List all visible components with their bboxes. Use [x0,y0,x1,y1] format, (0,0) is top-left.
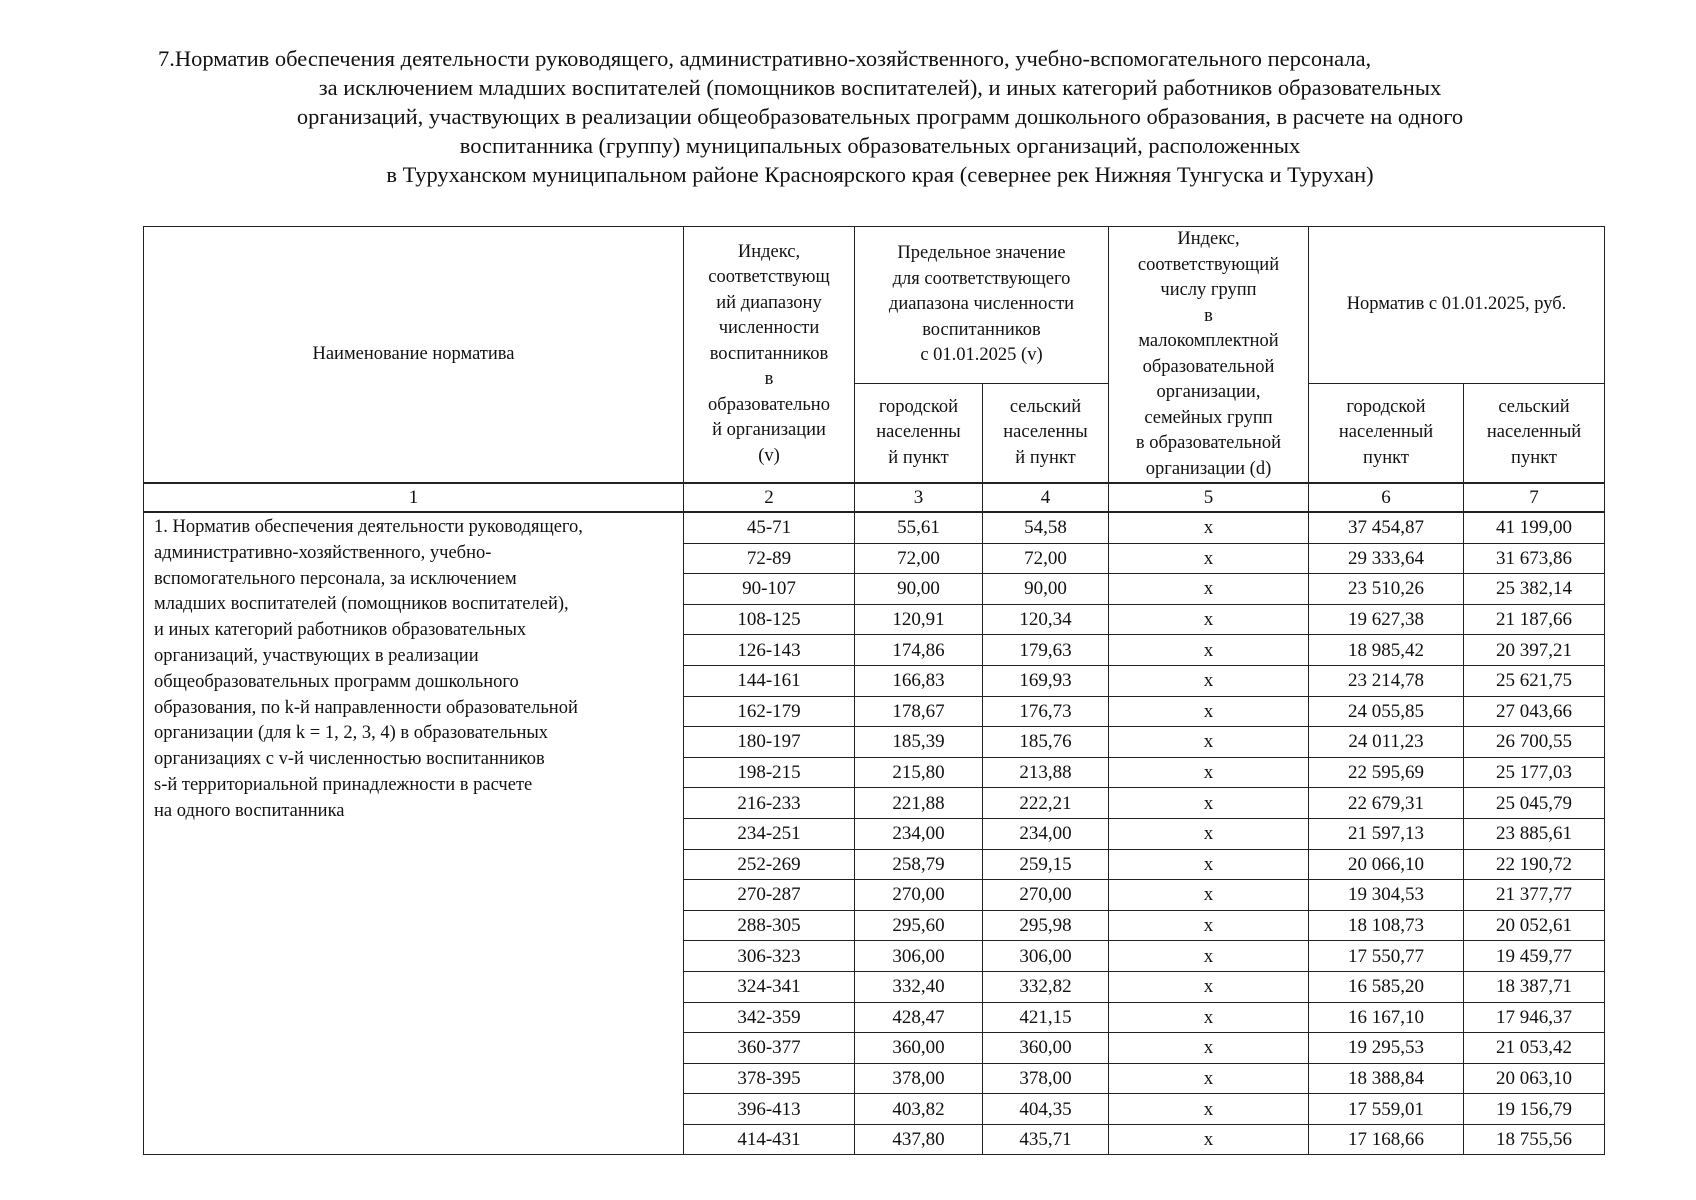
cell-d: x [1109,727,1309,758]
cell-limit-rural: 169,93 [983,665,1109,696]
cell-d: x [1109,880,1309,911]
cell-range: 396-413 [684,1094,855,1125]
cell-norm-urban: 19 304,53 [1309,880,1464,911]
title-line: в Туруханском муниципальном районе Красноярского края (севернее рек Нижняя Тунгуска и Турухан) [386,162,1374,187]
cell-limit-urban: 437,80 [855,1124,983,1155]
cell-norm-urban: 16 585,20 [1309,971,1464,1002]
cell-limit-rural: 54,58 [983,512,1109,543]
cell-norm-urban: 17 168,66 [1309,1124,1464,1155]
cell-limit-rural: 270,00 [983,880,1109,911]
column-number: 3 [855,483,983,512]
cell-d: x [1109,696,1309,727]
cell-d: x [1109,1033,1309,1064]
header-line: в образовательной [1135,433,1282,453]
cell-limit-urban: 360,00 [855,1033,983,1064]
header-line: населенны [1003,422,1088,443]
cell-limit-rural: 378,00 [983,1063,1109,1094]
cell-range: 234-251 [684,818,855,849]
cell-norm-urban: 29 333,64 [1309,543,1464,574]
title-line: организаций, участвующих в реализации общеобразовательных программ дошкольного образования, в расчете на одного [296,104,1464,129]
header-line: организации (d) [1145,458,1272,479]
header-line: в [764,369,774,390]
cell-limit-urban: 403,82 [855,1094,983,1125]
header-limit-urban [855,384,983,483]
normative-table [143,226,1605,1155]
header-line: образовательно [708,394,830,415]
description-line: организациях с v-й численностью воспитанников [154,749,545,770]
cell-d: x [1109,1124,1309,1155]
header-line: в [1204,305,1213,326]
description-line: образования, по k-й направленности образовательной [154,697,578,718]
table-row [144,512,1605,543]
description-line: общеобразовательных программ дошкольного [154,671,519,692]
cell-d: x [1109,1063,1309,1094]
description-line: организаций, участвующих в реализации [154,645,479,666]
header-line: сельский [1498,396,1570,417]
cell-range: 342-359 [684,1002,855,1033]
header-name [144,227,684,484]
cell-range: 108-125 [684,604,855,635]
header-line: Предельное значение [897,243,1066,264]
column-number: 1 [144,483,684,512]
header-line: малокомплектной [1138,331,1279,351]
cell-norm-urban: 17 550,77 [1309,941,1464,972]
cell-norm-rural: 21 377,77 [1464,880,1605,911]
cell-d: x [1109,757,1309,788]
cell-limit-rural: 295,98 [983,910,1109,941]
cell-limit-urban: 428,47 [855,1002,983,1033]
document-title [140,44,1620,189]
cell-norm-rural: 18 387,71 [1464,971,1605,1002]
cell-limit-urban: 185,39 [855,727,983,758]
header-line: пункт [1511,447,1557,468]
cell-d: x [1109,1002,1309,1033]
cell-norm-rural: 21 187,66 [1464,604,1605,635]
column-number: 2 [684,483,855,512]
header-index-groups [1109,227,1309,484]
cell-range: 414-431 [684,1124,855,1155]
cell-limit-urban: 120,91 [855,604,983,635]
cell-norm-rural: 25 621,75 [1464,665,1605,696]
cell-range: 126-143 [684,635,855,666]
cell-limit-rural: 222,21 [983,788,1109,819]
cell-limit-rural: 332,82 [983,971,1109,1002]
cell-limit-urban: 90,00 [855,574,983,605]
header-line: городской [1346,396,1426,417]
cell-range: 288-305 [684,910,855,941]
cell-limit-rural: 90,00 [983,574,1109,605]
cell-range: 324-341 [684,971,855,1002]
header-line: (v) [758,445,780,466]
cell-limit-rural: 435,71 [983,1124,1109,1155]
cell-limit-rural: 120,34 [983,604,1109,635]
cell-norm-rural: 23 885,61 [1464,818,1605,849]
column-number: 5 [1109,483,1309,512]
header-norm-rural [1464,384,1605,483]
cell-d: x [1109,635,1309,666]
cell-range: 72-89 [684,543,855,574]
cell-d: x [1109,604,1309,635]
cell-range: 252-269 [684,849,855,880]
cell-d: x [1109,512,1309,543]
cell-norm-rural: 20 052,61 [1464,910,1605,941]
cell-norm-urban: 18 388,84 [1309,1063,1464,1094]
cell-norm-rural: 22 190,72 [1464,849,1605,880]
cell-limit-urban: 332,40 [855,971,983,1002]
header-line: организации, [1156,382,1261,402]
cell-limit-urban: 178,67 [855,696,983,727]
cell-norm-urban: 21 597,13 [1309,818,1464,849]
cell-limit-urban: 270,00 [855,880,983,911]
cell-limit-rural: 259,15 [983,849,1109,880]
cell-d: x [1109,574,1309,605]
title-line: воспитанника (группу) муниципальных образовательных организаций, расположенных [459,133,1301,158]
cell-norm-urban: 19 627,38 [1309,604,1464,635]
cell-d: x [1109,849,1309,880]
cell-norm-urban: 24 055,85 [1309,696,1464,727]
description-line: 1. Норматив обеспечения деятельности руководящего, [154,517,583,537]
cell-norm-rural: 19 459,77 [1464,941,1605,972]
cell-norm-rural: 18 755,56 [1464,1124,1605,1155]
cell-norm-urban: 18 108,73 [1309,910,1464,941]
cell-range: 144-161 [684,665,855,696]
cell-norm-urban: 17 559,01 [1309,1094,1464,1125]
header-line: воспитанников [709,343,829,364]
column-number: 4 [983,483,1109,512]
cell-limit-rural: 176,73 [983,696,1109,727]
header-line: населенный [1486,422,1582,443]
cell-limit-rural: 179,63 [983,635,1109,666]
cell-range: 198-215 [684,757,855,788]
header-line: численности [718,318,820,339]
description-line: на одного воспитанника [154,800,345,821]
header-line: для соответствующего [892,268,1071,289]
cell-limit-rural: 306,00 [983,941,1109,972]
cell-norm-urban: 18 985,42 [1309,635,1464,666]
cell-norm-rural: 26 700,55 [1464,727,1605,758]
cell-limit-urban: 174,86 [855,635,983,666]
cell-range: 360-377 [684,1033,855,1064]
cell-norm-urban: 19 295,53 [1309,1033,1464,1064]
cell-range: 216-233 [684,788,855,819]
cell-limit-urban: 55,61 [855,512,983,543]
cell-norm-rural: 25 382,14 [1464,574,1605,605]
cell-norm-rural: 25 177,03 [1464,757,1605,788]
description-line: младших воспитателей (помощников воспитателей), [154,594,569,615]
header-norm-group [1309,227,1605,384]
cell-norm-urban: 23 214,78 [1309,665,1464,696]
cell-range: 378-395 [684,1063,855,1094]
cell-limit-rural: 185,76 [983,727,1109,758]
cell-limit-urban: 306,00 [855,941,983,972]
header-line: воспитанников [922,319,1041,340]
cell-norm-urban: 22 595,69 [1309,757,1464,788]
header-line: населенны [876,422,961,443]
title-line: за исключением младших воспитателей (помощников воспитателей), и иных категорий работников образовательных [318,75,1442,100]
header-line: с 01.01.2025 (v) [920,345,1043,366]
description-line: административно-хозяйственного, учебно- [154,542,492,563]
header-line: образовательной [1142,356,1275,377]
cell-d: x [1109,818,1309,849]
header-line: сельский [1009,396,1082,417]
header-norm-label: Норматив с 01.01.2025, руб. [1346,294,1567,315]
header-line: Индекс, [737,241,801,262]
header-limit-group [855,227,1109,384]
cell-norm-rural: 27 043,66 [1464,696,1605,727]
cell-limit-urban: 295,60 [855,910,983,941]
cell-limit-urban: 166,83 [855,665,983,696]
header-limit-rural [983,384,1109,483]
cell-norm-urban: 24 011,23 [1309,727,1464,758]
cell-norm-rural: 20 397,21 [1464,635,1605,666]
cell-norm-urban: 16 167,10 [1309,1002,1464,1033]
description-line: организации (для k = 1, 2, 3, 4) в образовательных [154,723,549,744]
cell-range: 270-287 [684,880,855,911]
cell-norm-rural: 17 946,37 [1464,1002,1605,1033]
cell-limit-urban: 234,00 [855,818,983,849]
header-line: семейных групп [1144,407,1273,428]
header-name-label: Наименование норматива [312,343,515,364]
header-line: ий диапазону [716,292,822,313]
cell-norm-rural: 41 199,00 [1464,512,1605,543]
cell-norm-rural: 25 045,79 [1464,788,1605,819]
header-line: й пункт [1015,447,1076,468]
cell-d: x [1109,910,1309,941]
cell-limit-urban: 221,88 [855,788,983,819]
column-number-row [144,483,1605,512]
cell-d: x [1109,971,1309,1002]
cell-limit-urban: 258,79 [855,849,983,880]
cell-limit-rural: 213,88 [983,757,1109,788]
header-index-range [684,227,855,484]
cell-norm-urban: 20 066,10 [1309,849,1464,880]
description-line: s-й территориальной принадлежности в расчете [154,774,533,795]
header-line: числу групп [1160,280,1257,300]
cell-limit-rural: 234,00 [983,818,1109,849]
cell-d: x [1109,788,1309,819]
normative-description [144,512,684,1155]
cell-norm-urban: 22 679,31 [1309,788,1464,819]
cell-limit-urban: 72,00 [855,543,983,574]
cell-norm-urban: 23 510,26 [1309,574,1464,605]
header-line: соответствующ [708,267,830,288]
cell-range: 45-71 [684,512,855,543]
header-line: соответствующий [1137,254,1280,275]
cell-limit-rural: 72,00 [983,543,1109,574]
cell-range: 180-197 [684,727,855,758]
header-line: Индекс, [1177,229,1240,249]
column-number: 6 [1309,483,1464,512]
cell-norm-rural: 20 063,10 [1464,1063,1605,1094]
cell-limit-urban: 378,00 [855,1063,983,1094]
cell-d: x [1109,941,1309,972]
cell-limit-rural: 421,15 [983,1002,1109,1033]
cell-norm-rural: 31 673,86 [1464,543,1605,574]
description-line: вспомогательного персонала, за исключением [154,568,517,589]
cell-norm-urban: 37 454,87 [1309,512,1464,543]
cell-range: 162-179 [684,696,855,727]
cell-range: 90-107 [684,574,855,605]
column-number: 7 [1464,483,1605,512]
cell-norm-rural: 19 156,79 [1464,1094,1605,1125]
cell-norm-rural: 21 053,42 [1464,1033,1605,1064]
cell-limit-urban: 215,80 [855,757,983,788]
cell-d: x [1109,665,1309,696]
header-line: пункт [1363,447,1409,468]
header-line: диапазона численности [888,294,1075,315]
cell-limit-rural: 360,00 [983,1033,1109,1064]
header-line: й организации [712,420,826,441]
description-line: и иных категорий работников образовательных [154,620,527,641]
title-line: 7.Норматив обеспечения деятельности руководящего, административно-хозяйственного, учебно-вспомогательного персонала, [158,46,1372,71]
cell-d: x [1109,543,1309,574]
cell-range: 306-323 [684,941,855,972]
cell-d: x [1109,1094,1309,1125]
header-line: городской [878,396,959,417]
header-norm-urban [1309,384,1464,483]
cell-limit-rural: 404,35 [983,1094,1109,1125]
header-line: й пункт [888,447,949,468]
header-line: населенный [1338,422,1434,443]
